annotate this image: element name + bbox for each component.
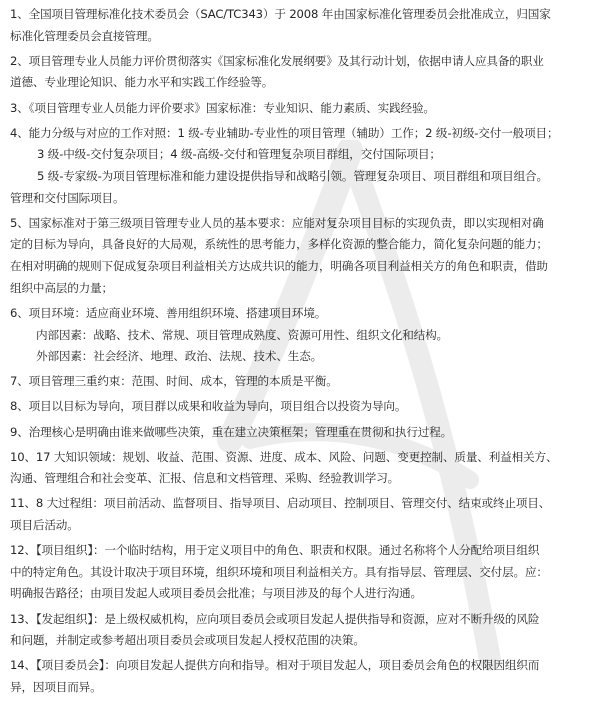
item-2-line-2: 道德、专业理论知识、能力水平和实践工作经验等。 xyxy=(10,75,274,90)
item-12-line-1: 12、【项目组织】：一个临时结构，用于定义项目中的角色、职责和权限。通过名称将个人分配给项目组织 xyxy=(10,543,540,558)
item-6-line-1: 6、项目环境：适应商业环境、善用组织环境、搭建项目环境。 xyxy=(10,305,327,320)
item-5-line-2: 定的目标为导向，具备良好的大局观，系统性的思考能力，多样化资源的整合能力，简化复杂问题的能力； xyxy=(10,237,548,252)
item-1-line-1: 1、全国项目管理标准化技术委员会（SAC/TC343）于 2008 年由国家标准化管理委员会批准成立，归国家 xyxy=(10,7,551,21)
item-14-line-2: 异，因项目而异。 xyxy=(10,680,102,695)
item-1-line-2: 标准化管理委员会直接管理。 xyxy=(10,28,159,43)
item-5-line-4: 组织中高层的力量； xyxy=(10,280,113,295)
item-6-line-3: 外部因素：社会经济、地理、政治、法规、技术、生态。 xyxy=(36,349,323,364)
item-3-line-1: 3、《项目管理专业人员能力评价要求》国家标准：专业知识、能力素质、实践经验。 xyxy=(10,100,435,115)
item-13-line-1: 13、【发起组织】：是上级权威机构，应向项目委员会或项目发起人提供指导和资源，应对不断升级的风险 xyxy=(10,611,540,626)
document-body xyxy=(10,4,606,699)
item-9-line-1: 9、治理核心是明确由谁来做哪些决策，重在建立决策框架；管理重在贯彻和执行过程。 xyxy=(10,424,453,439)
item-10-line-1: 10、17 大知识领域：规划、收益、范围、资源、进度、成本、风险、问题、变更控制、质量、利益相关方、 xyxy=(10,449,558,464)
item-14-line-1: 14、【项目委员会】：向项目发起人提供方向和指导。相对于项目发起人，项目委员会角色的权限因组织而 xyxy=(10,658,540,673)
item-12-line-2: 中的特定角色。其设计取决于项目环境，组织环境和项目利益相关方。具有指导层、管理层、交付层。应： xyxy=(10,564,548,579)
item-4-line-4: 管理和交付国际项目。 xyxy=(10,190,125,205)
item-5-line-1: 5、国家标准对于第三级项目管理专业人员的基本要求：应能对复杂项目目标的实现负责，即以实现相对确 xyxy=(10,215,544,230)
item-12-line-3: 明确报告路径；由项目发起人或项目委员会批准；与项目涉及的每个人进行沟通。 xyxy=(10,586,422,601)
item-7-line-1: 7、项目管理三重约束：范围、时间、成本，管理的本质是平衡。 xyxy=(10,374,338,389)
item-5-line-3: 在相对明确的规则下促成复杂项目利益相关方达成共识的能力，明确各项目利益相关方的角色和职责，借助 xyxy=(10,259,548,274)
item-8-line-1: 8、项目以目标为导向，项目群以成果和收益为导向，项目组合以投资为导向。 xyxy=(10,399,407,414)
item-11-line-1: 11、8 大过程组：项目前活动、监督项目、指导项目、启动项目、控制项目、管理交付、结束或终止项目、 xyxy=(10,496,551,511)
item-4-line-3: 5 级-专家级-为项目管理标准和能力建设提供指导和战略引领。管理复杂项目、项目群组和项目组合。 xyxy=(37,168,548,183)
item-4-line-1: 4、能力分级与对应的工作对照：1 级-专业辅助-专业性的项目管理（辅助）工作；2 级-初级-交付一般项目； xyxy=(10,125,559,140)
item-6-line-2: 内部因素：战略、技术、常规、项目管理成熟度、资源可用性、组织文化和结构。 xyxy=(36,327,448,342)
item-10-line-2: 沟通、管理组合和社会变革、汇报、信息和文档管理、采购、经验教训学习。 xyxy=(10,471,400,486)
item-13-line-2: 和问题，并制定或参考超出项目委员会或项目发起人授权范围的决策。 xyxy=(10,633,365,648)
item-11-line-2: 项目后活动。 xyxy=(10,518,79,533)
item-4-line-2: 3 级-中级-交付复杂项目；4 级-高级-交付和管理复杂项目群组，交付国际项目； xyxy=(37,147,441,162)
item-2-line-1: 2、项目管理专业人员能力评价贯彻落实《国家标准化发展纲要》及其行动计划，依据申请人应具备的职业 xyxy=(10,53,544,68)
